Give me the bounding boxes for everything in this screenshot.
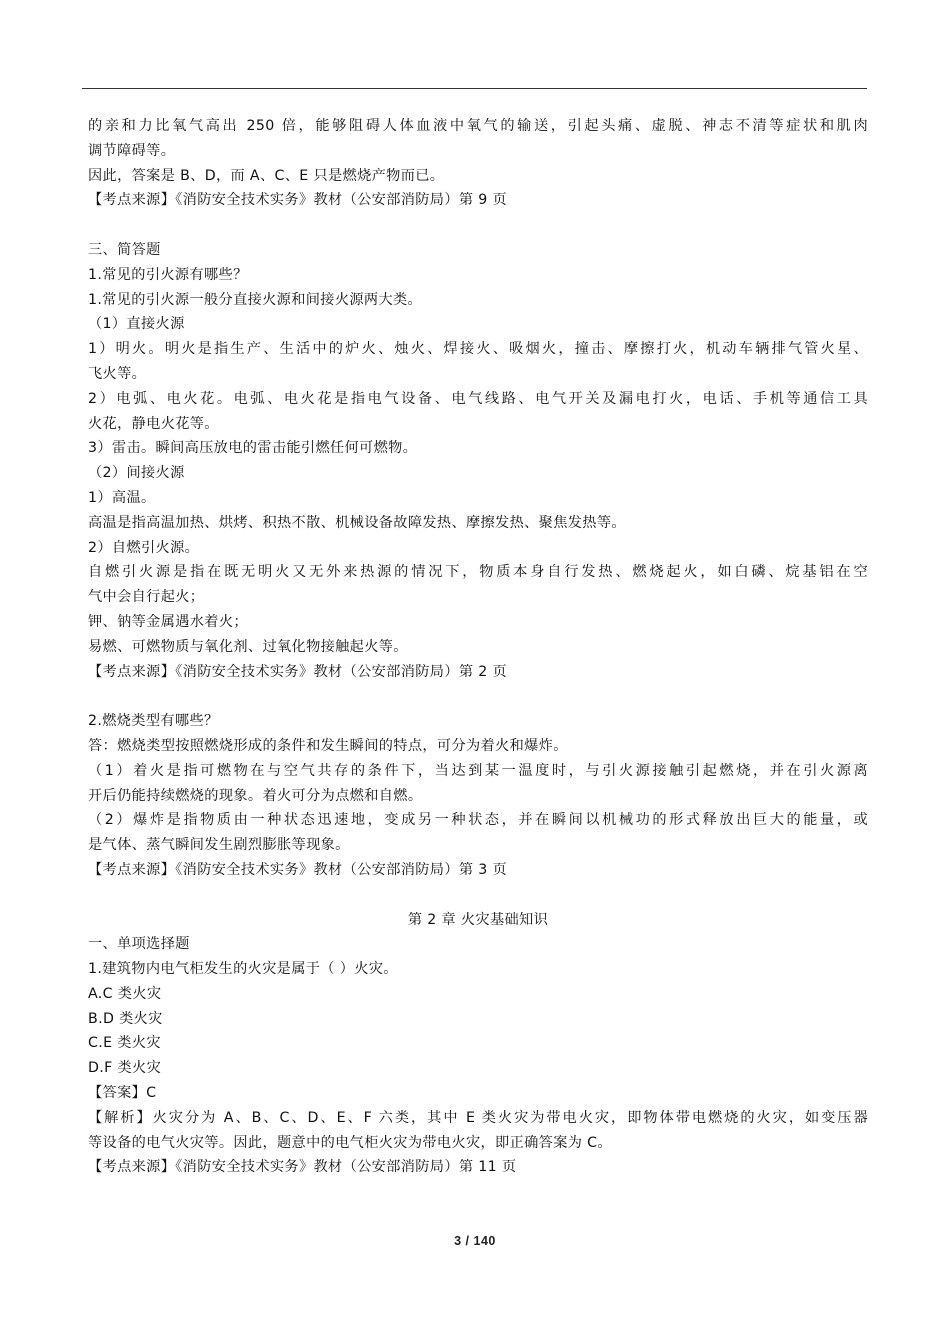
text-line: 2）电弧、电火花。电弧、电火花是指电气设备、电气线路、电气开关及漏电打火，电话、手机等通信工具 — [88, 390, 868, 407]
text-line: （2）间接火源 — [88, 465, 185, 482]
source-citation: 【考点来源】《消防安全技术实务》教材（公安部消防局）第 11 页 — [88, 1159, 517, 1176]
source-citation: 【考点来源】《消防安全技术实务》教材（公安部消防局）第 3 页 — [88, 861, 508, 878]
text-line: 自燃引火源是指在既无明火又无外来热源的情况下，物质本身自行发热、燃烧起火，如白磷、烷基铝在空 — [88, 564, 868, 581]
page-number: 3 / 140 — [454, 1234, 496, 1248]
question: 1.建筑物内电气柜发生的火灾是属于（ ）火灾。 — [88, 961, 398, 978]
text-line: 高温是指高温加热、烘烤、积热不散、机械设备故障发热、摩擦发热、聚焦发热等。 — [88, 514, 626, 531]
text-line: （1）着火是指可燃物在与空气共存的条件下，当达到某一温度时，与引火源接触引起燃烧，并在引火源离 — [88, 762, 868, 779]
text-line: 飞火等。 — [88, 365, 147, 382]
blank-line — [88, 684, 868, 709]
section-heading: 一、单项选择题 — [88, 936, 190, 953]
text-line: 气中会自行起火； — [88, 589, 205, 606]
question: 2.燃烧类型有哪些？ — [88, 713, 219, 730]
explanation: 等设备的电气火灾等。因此，题意中的电气柜火灾为带电火灾，即正确答案为 C。 — [88, 1134, 612, 1151]
answer-key: 【答案】C — [88, 1085, 157, 1102]
text-line: 3）雷击。瞬间高压放电的雷击能引燃任何可燃物。 — [88, 440, 418, 457]
text-line: 开后仍能持续燃烧的现象。着火可分为点燃和自燃。 — [88, 787, 423, 804]
source-citation: 【考点来源】《消防安全技术实务》教材（公安部消防局）第 9 页 — [88, 192, 508, 209]
text-line: 因此，答案是 B、D，而 A、C、E 只是燃烧产物而已。 — [88, 167, 445, 184]
text-line: 火花，静电火花等。 — [88, 415, 219, 432]
text-line: 1.常见的引火源一般分直接火源和间接火源两大类。 — [88, 291, 423, 308]
text-line: 答：燃烧类型按照燃烧形成的条件和发生瞬间的特点，可分为着火和爆炸。 — [88, 737, 568, 754]
page-body — [88, 114, 868, 1180]
answer-option: C.E 类火灾 — [88, 1035, 161, 1052]
question: 1.常见的引火源有哪些？ — [88, 266, 248, 283]
answer-option: B.D 类火灾 — [88, 1010, 163, 1027]
header-rule — [82, 88, 867, 89]
text-line: 的亲和力比氧气高出 250 倍，能够阻碍人体血液中氧气的输送，引起头痛、虚脱、神志不清等症状和肌肉 — [88, 118, 868, 134]
text-line: （1）直接火源 — [88, 316, 185, 333]
answer-option: D.F 类火灾 — [88, 1060, 162, 1077]
source-citation: 【考点来源】《消防安全技术实务》教材（公安部消防局）第 2 页 — [88, 663, 508, 680]
section-heading: 三、简答题 — [88, 241, 161, 258]
text-line: 是气体、蒸气瞬间发生剧烈膨胀等现象。 — [88, 837, 350, 854]
explanation: 【解析】火灾分为 A、B、C、D、E、F 六类，其中 E 类火灾为带电火灾，即物体带电燃烧的火灾，如变压器 — [88, 1109, 868, 1126]
text-line: 1）高温。 — [88, 489, 156, 506]
text-line: 钾、钠等金属遇水着火； — [88, 613, 248, 630]
chapter-title: 第 2 章 火灾基础知识 — [407, 911, 549, 928]
text-line: 调节障碍等。 — [88, 142, 176, 159]
text-line: （2）爆炸是指物质由一种状态迅速地，变成另一种状态，并在瞬间以机械功的形式释放出巨大的能量，或 — [88, 812, 868, 829]
text-line: 1）明火。明火是指生产、生活中的炉火、烛火、焊接火、吸烟火，撞击、摩擦打火，机动车辆排气管火星、 — [88, 341, 868, 358]
answer-option: A.C 类火灾 — [88, 985, 162, 1002]
blank-line — [88, 213, 868, 238]
blank-line — [88, 883, 868, 908]
text-line: 易燃、可燃物质与氧化剂、过氧化物接触起火等。 — [88, 638, 408, 655]
text-line: 2）自燃引火源。 — [88, 539, 200, 556]
